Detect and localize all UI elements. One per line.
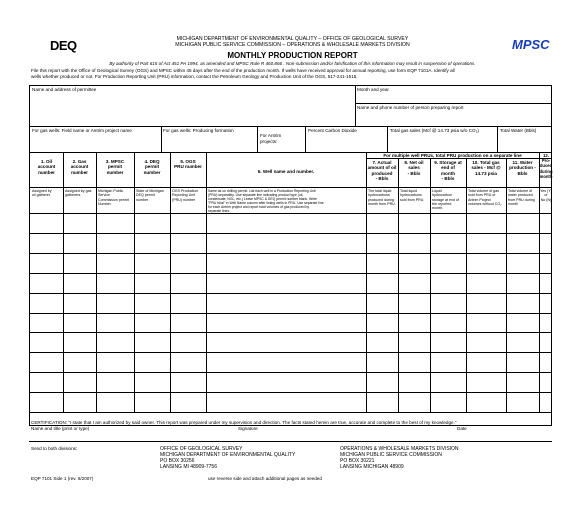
date-field[interactable]: Date	[457, 425, 467, 431]
table-row-divider	[30, 293, 552, 294]
table-row-divider	[30, 332, 552, 333]
total-water-field[interactable]: Total Water (Bbls)	[500, 128, 537, 133]
signature-field[interactable]: Signature	[238, 425, 258, 431]
authority-statement: By authority of Part 615 of Act 451 PA 1994, as amended and MPSC Rule R 460.866 . Non-submission and/or falsification of this information may result in suspension of operations.	[109, 61, 476, 66]
instructions-line-2: wells whether produced or not. For Production Reporting Unit (PRU) information, contact the Petroleum Geology and Production Unit of the OGS, 517-241-1515.	[31, 73, 358, 79]
send-to-label: Send to both divisions:	[31, 446, 78, 451]
page-title: MONTHLY PRODUCTION REPORT	[227, 51, 358, 60]
col-mpsc-permit-desc: Michigan Public Service Commission permit Number.	[98, 189, 129, 206]
table-row-divider	[30, 313, 552, 314]
table-row-divider	[30, 392, 552, 393]
additional-pages-note: use reverse side and attach additional pages as needed	[208, 476, 322, 481]
col-mpsc-permit-header: 3. MPSC permit number	[105, 159, 125, 175]
col-well-name-desc: Same as on drilling permit. List each well in a Production Reporting Unit (PRU) separately. Use separate line indicating product type (oil, condensate, NGL, etc.) Leave MPSC & DEQ permit number blank. Write "PRU total" in Well Name column after listing wells in PRU. Use separate line for each Antrim project and report total volumes of gas produced by separate lines.	[208, 189, 324, 214]
month-year-field[interactable]: Month and year	[357, 87, 389, 92]
col-produced-desc: Yes (Y) or No (N)	[540, 189, 552, 202]
mpsc-address: OPERATIONS & WHOLESALE MARKETS DIVISION MICHIGAN PUBLIC SERVICE COMMISSION PO BOX 30221 LANSING MICHIGAN 48909	[340, 446, 459, 470]
gas-field-name-field[interactable]: For gas wells: Field name or Antrim project name	[32, 128, 132, 133]
col-ogs-pru-desc: OGS Production Reporting Unit (PRU) number	[172, 189, 199, 202]
col-oil-account-header: 1. Oil account number	[37, 159, 56, 175]
col-well-name-header: 6. Well name and number.	[257, 169, 315, 174]
antrim-label-2: projects:	[260, 138, 278, 144]
ogs-address: OFFICE OF GEOLOGICAL SURVEY MICHIGAN DEPARTMENT OF ENVIRONMENTAL QUALITY PO BOX 30256 LANSING MI 48909-7756	[160, 446, 296, 470]
gas-formation-field[interactable]: For gas wells: Producing formation	[163, 128, 234, 133]
antrim-label-1: For Antrim	[260, 133, 282, 138]
table-row-divider	[30, 352, 552, 353]
col-water-header: 11. Water production - Bbls	[509, 160, 536, 176]
table-row-divider	[30, 372, 552, 373]
table-row-divider	[30, 273, 552, 274]
col-oil-account-desc: Assigned by oil gatherer.	[32, 189, 52, 198]
col-gas-sales-desc: Total volume of gas sold from PRU or Antrim Project volumes without CO₂	[468, 189, 502, 206]
col-net-oil-sales-desc: Total liquid hydrocarbons sold from PRU.	[400, 189, 425, 202]
col-water-desc: Total volume of water produced from PRU during month	[508, 189, 535, 206]
col-oil-produced-header: 7. Actual amount of oil produced - Bbls	[367, 160, 397, 182]
mpsc-logo: MPSC	[512, 37, 550, 52]
deq-logo: DEQ	[50, 38, 77, 53]
table-row-divider	[30, 233, 552, 234]
table-row-divider	[30, 253, 552, 254]
total-gas-sales-field[interactable]: Total gas sales (Mcf @ 14.73 psia w/o CO₂)	[390, 128, 479, 133]
col-gas-account-header: 2. Gas account number	[70, 159, 89, 175]
name-title-field[interactable]: Name and title (print or type)	[31, 425, 90, 431]
col-ogs-pru-header: 5. OGS PRU number	[174, 159, 202, 170]
report-form	[29, 85, 552, 426]
col-deq-permit-header: 4. DEQ permit number	[143, 159, 161, 175]
instructions-line-1: File this report with the Office of Geological Survey (OGS) and MPSC within 45 days after the end of the production month. If wells have received approval for annual reporting, use form EQP 7101A. Identify all	[31, 68, 455, 73]
preparer-field[interactable]: Name and phone number of person preparing report	[357, 105, 464, 110]
col-storage-desc: Liquid hydrocarbon storage at end of the reported month.	[432, 189, 459, 211]
col-oil-produced-desc: The total liquid hydrocarbons produced during month from PRU.	[368, 189, 396, 206]
permittee-name-address-field[interactable]: Name and address of permittee	[32, 87, 97, 92]
co2-percent-field[interactable]: Percent Carbon Dioxide	[308, 128, 357, 133]
col-net-oil-sales-header: 8. Net oil sales - Bbls	[404, 160, 424, 176]
form-id: EQP 7101 Side 1 (rev. 6/2007)	[31, 476, 94, 481]
col-storage-header: 9. Storage at end of month - Bbls	[434, 160, 462, 182]
col-produced-header: 12. Pro- duced during month	[539, 153, 553, 179]
col-gas-sales-header: 10. Total gas sales - Mcf @ 14.73 psia	[471, 160, 501, 176]
col-gas-account-desc: Assigned by gas gatherers.	[65, 189, 92, 198]
pru-group-label: For multiple well PRUs, total PRU production on a separate line	[383, 153, 522, 158]
agency-line-2: MICHIGAN PUBLIC SERVICE COMMISSION – OPERATIONS & WHOLESALE MARKETS DIVISION	[175, 42, 410, 48]
col-deq-permit-desc: State of Michigan DEQ permit number	[136, 189, 164, 202]
agency-line-1: MICHIGAN DEPARTMENT OF ENVIRONMENTAL QUALITY – OFFICE OF GEOLOGICAL SURVEY	[176, 36, 409, 42]
certification-statement: CERTIFICATION: "I state that I am authorized by said owner. This report was prepared under my supervision and direction. The facts stated herein are true, accurate and complete to the best of my knowledge."	[31, 420, 457, 425]
